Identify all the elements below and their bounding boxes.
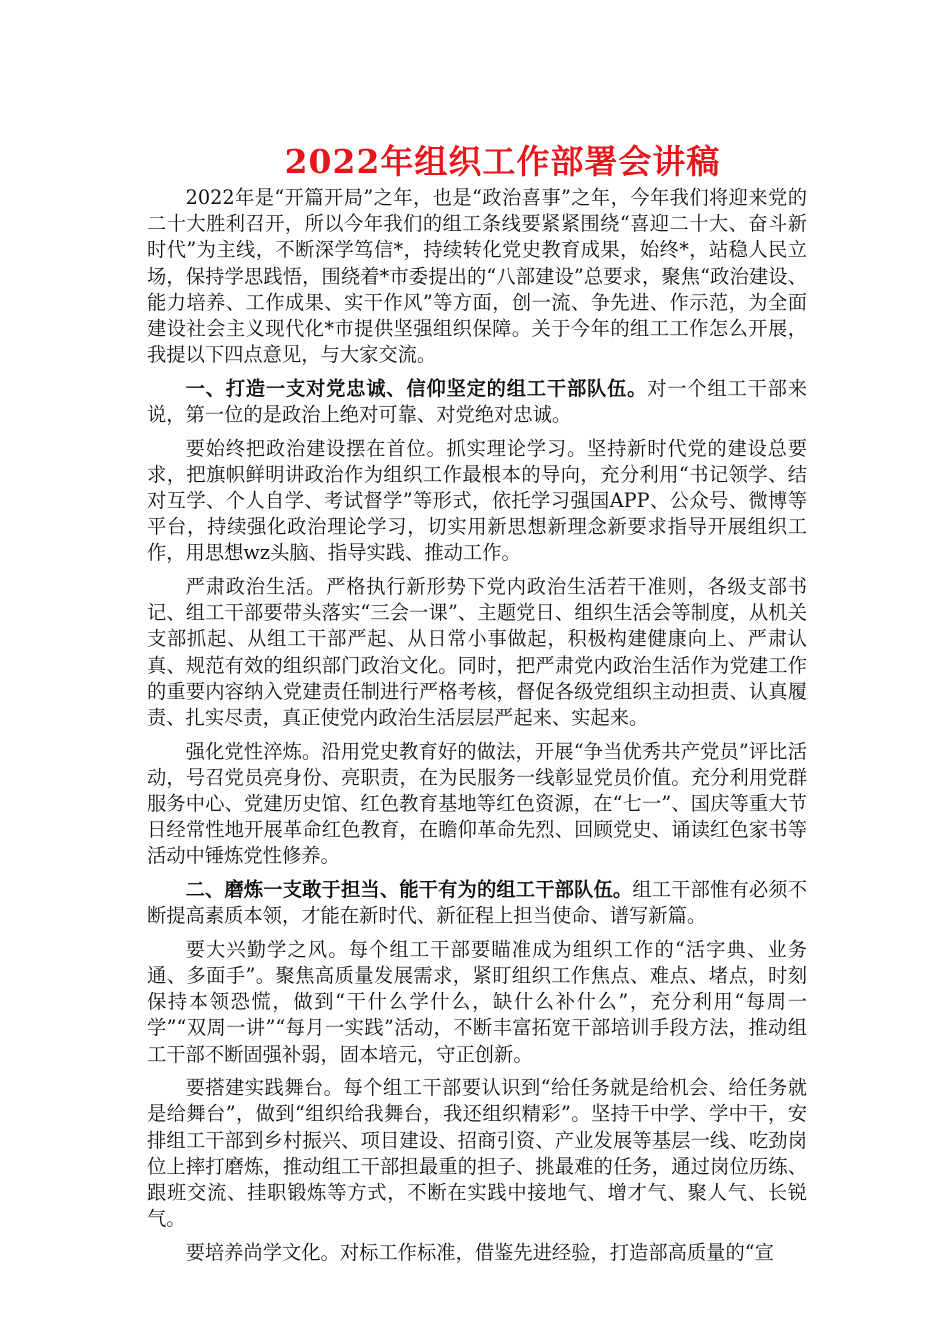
paragraph-culture [147, 1240, 807, 1266]
paragraph-text: 要培养尚学文化。对标工作标准，借鉴先进经验，打造部高质量的“宣 [185, 1240, 774, 1264]
paragraph-political-life [147, 574, 807, 731]
paragraph-text: 2022年是“开篇开局”之年，也是“政治喜事”之年，今年我们将迎来党的二十大胜利召开，所以今年我们的组工条线要紧紧围绕“喜迎二十大、奋斗新时代”为主线，不断深学笃信*，持续转化党史教育成果，始终*，站稳人民立场，保持学思践悟，围绕着*市委提出的“八部建设”总要求，聚焦“政治建设、能力培养、工作成果、实干作风”等方面，创一流、争先进、作示范，为全面建设社会主义现代化*市提供坚强组织保障。关于今年的组工工作怎么开展，我提以下四点意见，与大家交流。 [147, 186, 807, 367]
paragraph-text: 对一个组工干部来说，第一位的是政治上绝对可靠、对党绝对忠诚。 [147, 376, 808, 427]
paragraph-text: 要搭建实践舞台。每个组工干部要认识到“给任务就是给机会、给任务就是给舞台”，做到“组织给我舞台，我还组织精彩”。坚持干中学、学中干，安排组工干部到乡村振兴、项目建设、招商引资、产业发展等基层一线、吃劲岗位上摔打磨炼，推动组工干部担最重的担子、挑最难的任务，通过岗位历练、跟班交流、挂职锻炼等方式，不断在实践中接地气、增才气、聚人气、长锐气。 [147, 1076, 807, 1231]
paragraph-intro [147, 185, 807, 368]
section-heading: 一、打造一支对党忠诚、信仰坚定的组工干部队伍。 [185, 376, 648, 400]
paragraph-text: 严肃政治生活。严格执行新形势下党内政治生活若干准则，各级支部书记、组工干部要带头落实“三会一课”、主题党日、组织生活会等制度，从机关支部抓起、从组工干部严起、从日常小事做起，积极构建健康向上、严肃认真、规范有效的组织部门政治文化。同时，把严肃党内政治生活作为党建工作的重要内容纳入党建责任制进行严格考核，督促各级党组织主动担责、认真履责、扎实尽责，真正使党内政治生活层层严起来、实起来。 [147, 575, 807, 730]
paragraph-text: 强化党性淬炼。沿用党史教育好的做法，开展“争当优秀共产党员”评比活动，号召党员亮身份、亮职责，在为民服务一线彰显党员价值。充分利用党群服务中心、党建历史馆、红色教育基地等红色资源，在“七一”、国庆等重大节日经常性地开展革命红色教育，在瞻仰革命先烈、回顾党史、诵读红色家书等活动中锤炼党性修养。 [147, 739, 807, 868]
paragraph-text: 组工干部惟有必须不断提高素质本领，才能在新时代、新征程上担当使命、谱写新篇。 [147, 878, 808, 928]
paragraph-party-spirit [147, 739, 807, 870]
paragraph-practice [147, 1075, 807, 1232]
section-heading: 二、磨炼一支敢于担当、能干有为的组工干部队伍。 [185, 878, 633, 902]
paragraph-text: 要大兴勤学之风。每个组工干部要瞄准成为组织工作的“活字典、业务通、多面手”。聚焦高质量发展需求，紧盯组织工作焦点、难点、堵点，时刻保持本领恐慌，做到“干什么学什么，缺什么补什么”，充分利用“每周一学”“双周一讲”“每月一实践”活动，不断丰富拓宽干部培训手段方法，推动组工干部不断固强补弱，固本培元，守正创新。 [147, 937, 807, 1066]
paragraph-political-building [147, 436, 807, 567]
paragraph-section-2 [147, 877, 807, 929]
paragraph-text: 要始终把政治建设摆在首位。抓实理论学习。坚持新时代党的建设总要求，把旗帜鲜明讲政治作为组织工作最根本的导向，充分利用“书记领学、结对互学、个人自学、考试督学”等形式，依托学习强国APP、公众号、微博等平台，持续强化政治理论学习，切实用新思想新理念新要求指导开展组织工作，用思想wz头脑、指导实践、推动工作。 [147, 436, 807, 565]
paragraph-study [147, 937, 807, 1068]
document-body [147, 185, 807, 1273]
paragraph-section-1 [147, 376, 807, 428]
document-title: 2022年组织工作部署会讲稿 [284, 142, 721, 181]
